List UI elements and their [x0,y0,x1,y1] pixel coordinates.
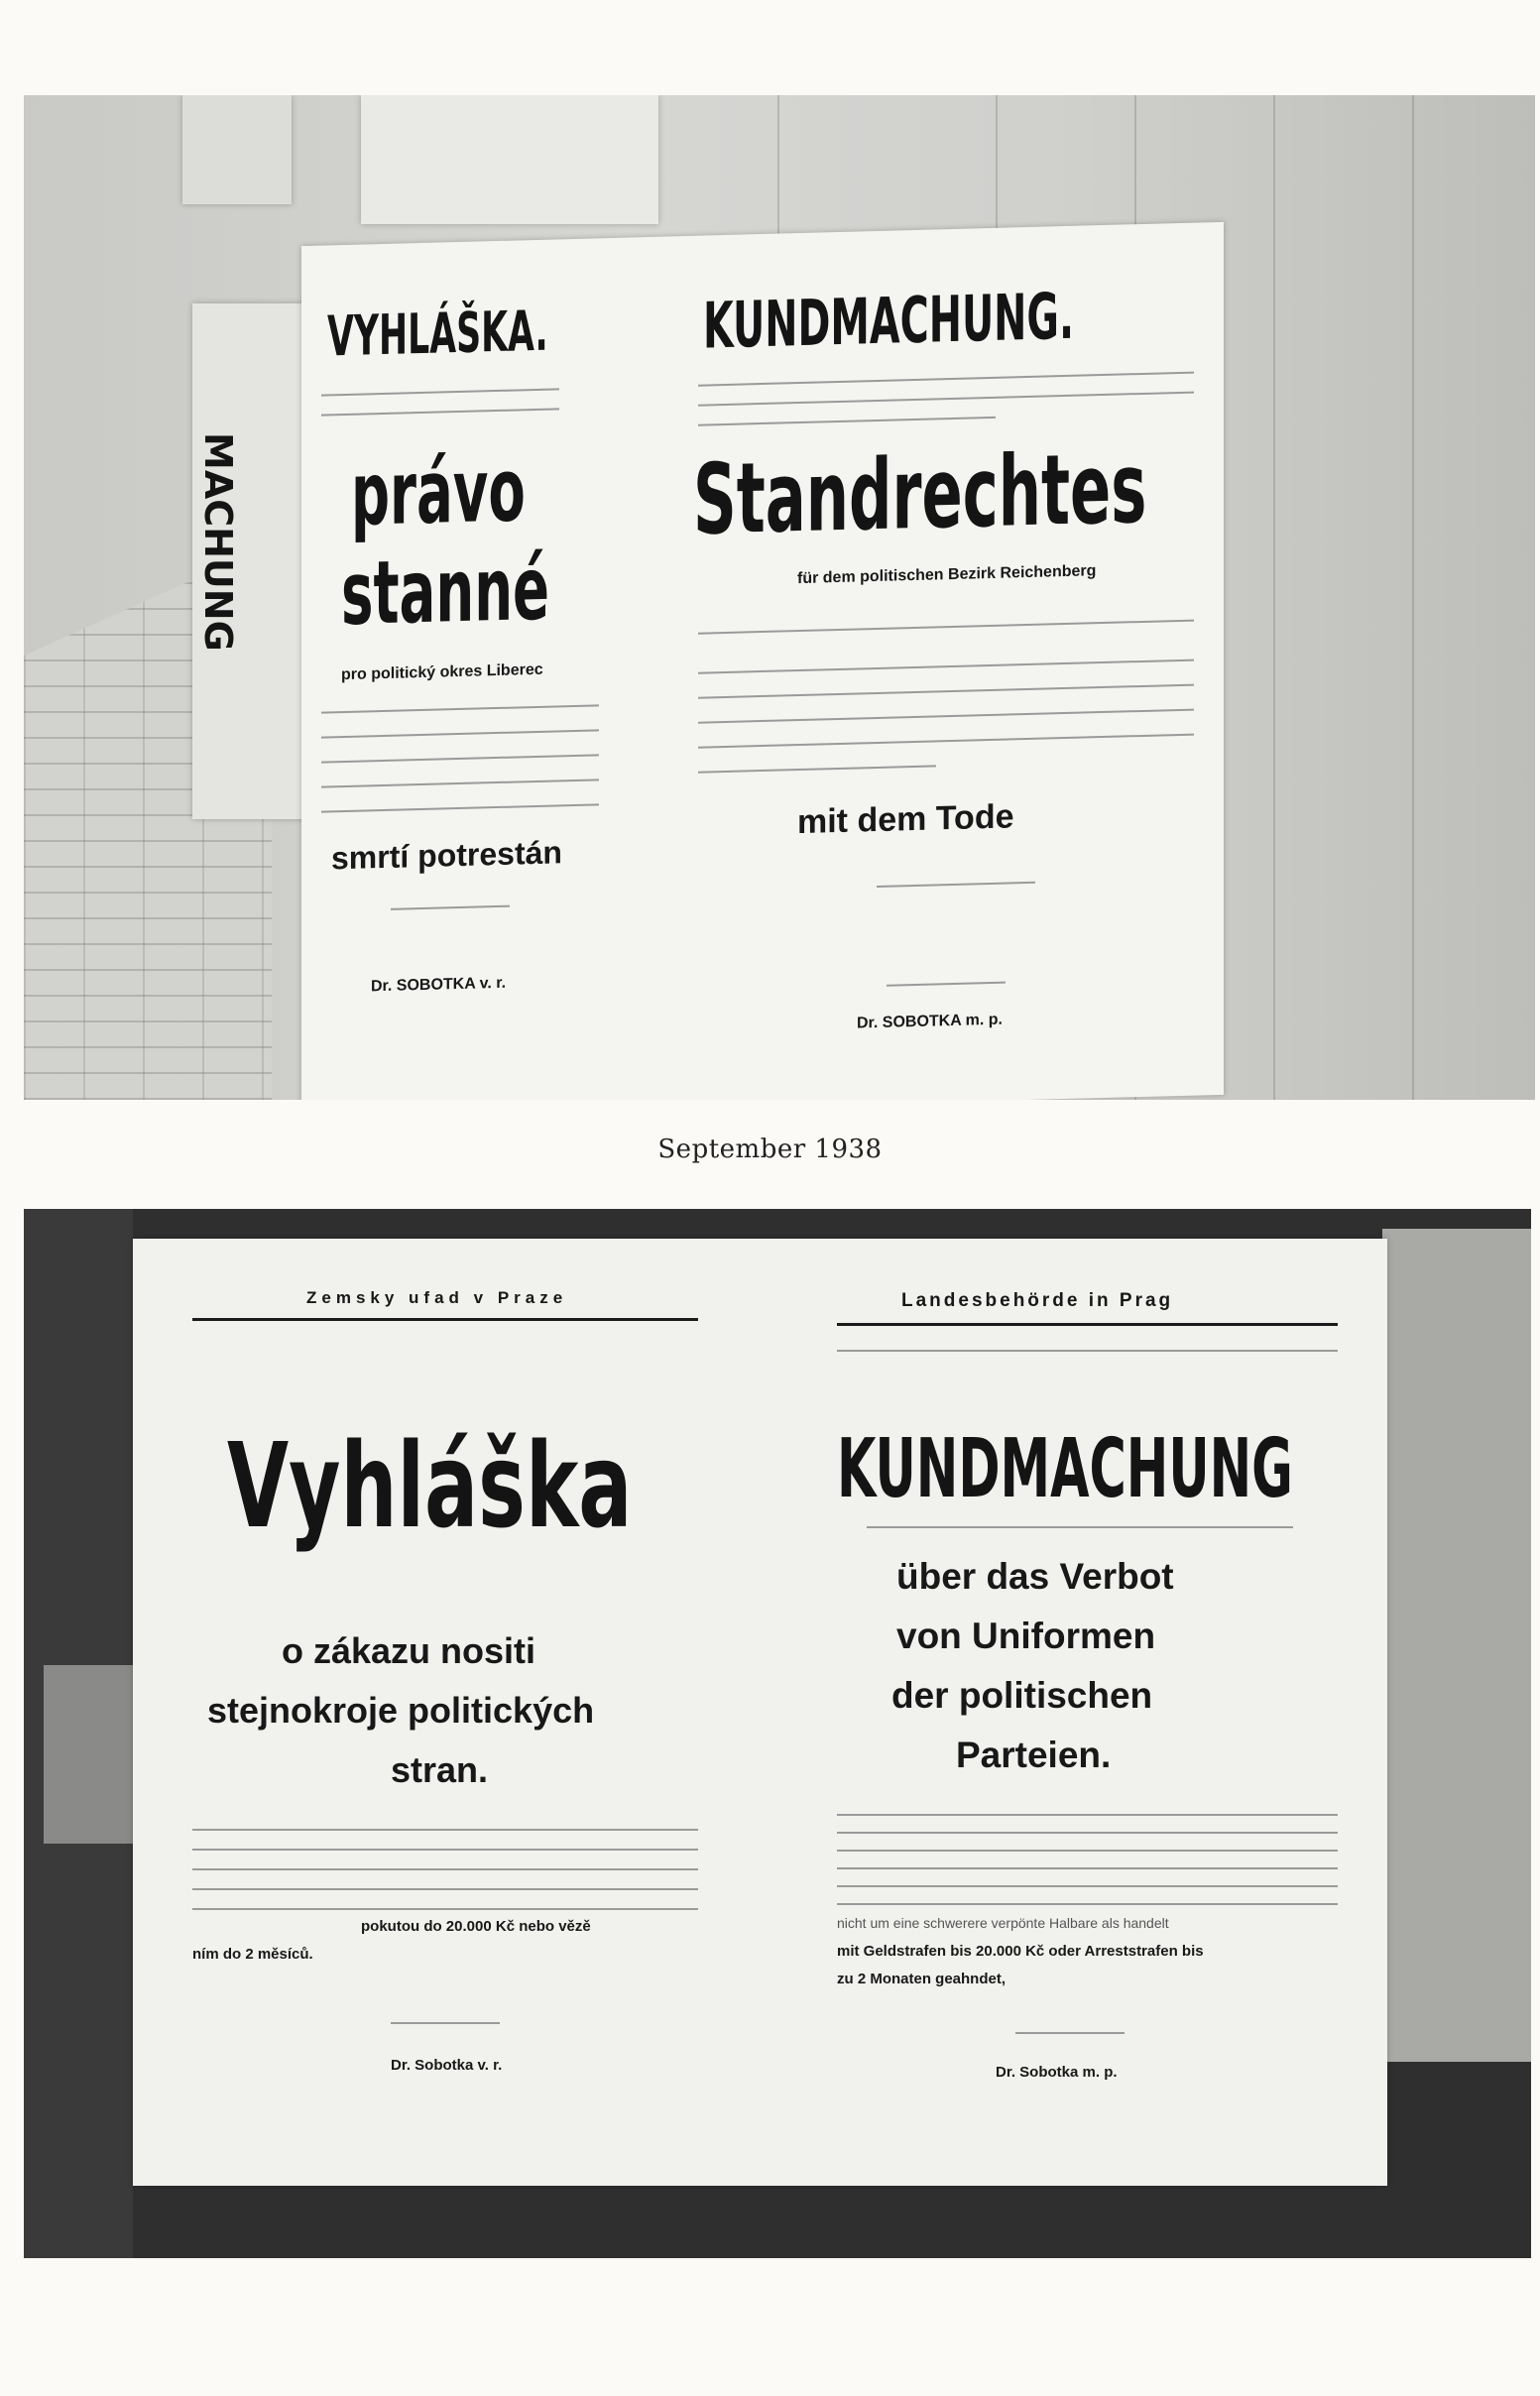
right-torn-poster [1382,1229,1531,2062]
czech-heading-bottom: Vyhláška [227,1417,633,1554]
german-penalty-line3: zu 2 Monaten geahndet, [837,1971,1007,1987]
german-title: Standrechtes [693,431,1147,557]
czech-penalty: smrtí potrestán [331,834,562,877]
photo-caption: September 1938 [657,1135,883,1164]
top-photograph [24,95,1535,1100]
czech-subtitle-line3: stran. [391,1749,489,1790]
german-heading: KUNDMACHUNG. [703,280,1075,364]
german-subtitle-line4: Parteien. [956,1735,1112,1775]
german-subtitle-line2: von Uniformen [896,1616,1156,1656]
bottom-photograph [24,1209,1531,2258]
german-office: Landesbehörde in Prag [901,1290,1174,1311]
czech-subtitle-line1: o zákazu nositi [282,1630,536,1671]
czech-signature: Dr. SOBOTKA v. r. [371,974,507,996]
czech-heading: VYHLÁŠKA. [327,299,548,370]
czech-office: Zemsky ufad v Praze [306,1288,568,1307]
small-notice [361,95,658,224]
czech-district: pro politický okres Liberec [341,660,543,684]
german-penalty-line2: mit Geldstrafen bis 20.000 Kč oder Arreststrafen bis [837,1943,1204,1960]
german-penalty-line1: nicht um eine schwerere verpönte Halbare als handelt [837,1915,1169,1931]
german-signature-bottom: Dr. Sobotka m. p. [996,2064,1118,2081]
czech-signature-bottom: Dr. Sobotka v. r. [391,2057,503,2074]
german-subtitle-line1: über das Verbot [896,1556,1174,1597]
german-district: für dem politischen Bezirk Reichenberg [797,562,1097,588]
german-penalty: mit dem Tode [797,797,1014,842]
german-heading-bottom: KUNDMACHUNG [837,1422,1293,1516]
standrecht-poster [301,222,1224,1100]
german-signature: Dr. SOBOTKA m. p. [857,1011,1003,1032]
side-poster-heading: MACHUNG [196,432,240,652]
uniform-ban-poster [133,1239,1387,2186]
czech-penalty-line2: ním do 2 měsíců. [192,1946,313,1963]
czech-penalty-line1: pokutou do 20.000 Kč nebo vězě [361,1918,591,1935]
czech-title-line1: právo [351,438,526,545]
small-notice-left [182,95,292,204]
czech-subtitle-line2: stejnokroje politických [207,1690,595,1731]
german-subtitle-line3: der politischen [891,1675,1153,1716]
czech-title-line2: stanné [341,537,550,646]
